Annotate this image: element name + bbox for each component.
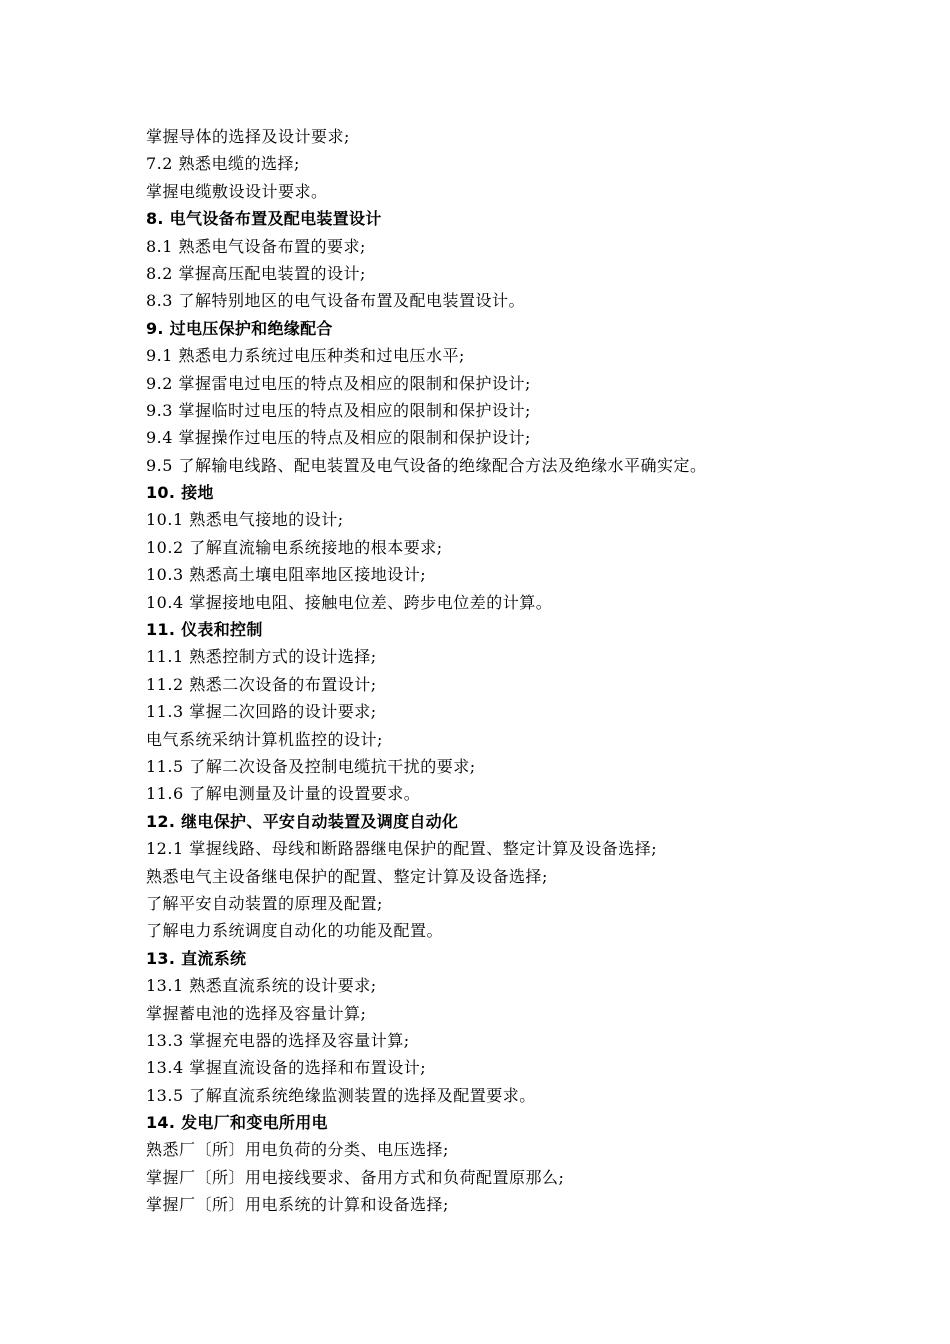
list-item: 11.5 了解二次设备及控制电缆抗干扰的要求; <box>146 756 476 776</box>
section-heading: 11. 仪表和控制 <box>146 620 263 640</box>
list-item: 了解平安自动装置的原理及配置; <box>146 893 383 913</box>
list-item: 7.2 熟悉电缆的选择; <box>146 154 300 174</box>
list-item: 13.5 了解直流系统绝缘监测装置的选择及配置要求。 <box>146 1085 536 1105</box>
section-heading: 8. 电气设备布置及配电装置设计 <box>146 209 382 229</box>
list-item: 10.2 了解直流输电系统接地的根本要求; <box>146 537 443 557</box>
list-item: 8.1 熟悉电气设备布置的要求; <box>146 236 366 256</box>
list-item: 9.4 掌握操作过电压的特点及相应的限制和保护设计; <box>146 428 531 448</box>
list-item: 掌握厂〔所〕用电接线要求、备用方式和负荷配置原那么; <box>146 1167 565 1187</box>
list-item: 13.3 掌握充电器的选择及容量计算; <box>146 1030 410 1050</box>
list-item: 熟悉电气主设备继电保护的配置、整定计算及设备选择; <box>146 866 548 886</box>
list-item: 8.2 掌握高压配电装置的设计; <box>146 263 366 283</box>
section-heading: 12. 继电保护、平安自动装置及调度自动化 <box>146 811 459 831</box>
list-item: 10.1 熟悉电气接地的设计; <box>146 510 344 530</box>
list-item: 8.3 了解特别地区的电气设备布置及配电装置设计。 <box>146 291 526 311</box>
list-item: 掌握电缆敷设设计要求。 <box>146 181 328 201</box>
section-heading: 10. 接地 <box>146 483 214 503</box>
list-item: 9.1 熟悉电力系统过电压种类和过电压水平; <box>146 346 465 366</box>
list-item: 13.4 掌握直流设备的选择和布置设计; <box>146 1058 427 1078</box>
list-item: 了解电力系统调度自动化的功能及配置。 <box>146 921 444 941</box>
list-item: 掌握蓄电池的选择及容量计算; <box>146 1003 367 1023</box>
document-page <box>146 123 906 1219</box>
list-item: 11.3 掌握二次回路的设计要求; <box>146 702 377 722</box>
list-item: 9.5 了解输电线路、配电装置及电气设备的绝缘配合方法及绝缘水平确实定。 <box>146 455 707 475</box>
list-item: 11.1 熟悉控制方式的设计选择; <box>146 647 377 667</box>
list-item: 9.2 掌握雷电过电压的特点及相应的限制和保护设计; <box>146 373 531 393</box>
list-item: 掌握厂〔所〕用电系统的计算和设备选择; <box>146 1195 449 1215</box>
section-heading: 13. 直流系统 <box>146 948 247 968</box>
list-item: 11.6 了解电测量及计量的设置要求。 <box>146 784 421 804</box>
list-item: 电气系统采纳计算机监控的设计; <box>146 729 383 749</box>
list-item: 掌握导体的选择及设计要求; <box>146 127 350 146</box>
section-heading: 9. 过电压保护和绝缘配合 <box>146 318 333 338</box>
list-item: 12.1 掌握线路、母线和断路器继电保护的配置、整定计算及设备选择; <box>146 839 658 859</box>
list-item: 11.2 熟悉二次设备的布置设计; <box>146 674 377 694</box>
list-item: 13.1 熟悉直流系统的设计要求; <box>146 976 377 996</box>
list-item: 10.3 熟悉高土壤电阻率地区接地设计; <box>146 565 427 585</box>
section-heading: 14. 发电厂和变电所用电 <box>146 1113 328 1133</box>
list-item: 9.3 掌握临时过电压的特点及相应的限制和保护设计; <box>146 400 531 420</box>
list-item: 熟悉厂〔所〕用电负荷的分类、电压选择; <box>146 1140 449 1160</box>
list-item: 10.4 掌握接地电阻、接触电位差、跨步电位差的计算。 <box>146 592 553 612</box>
